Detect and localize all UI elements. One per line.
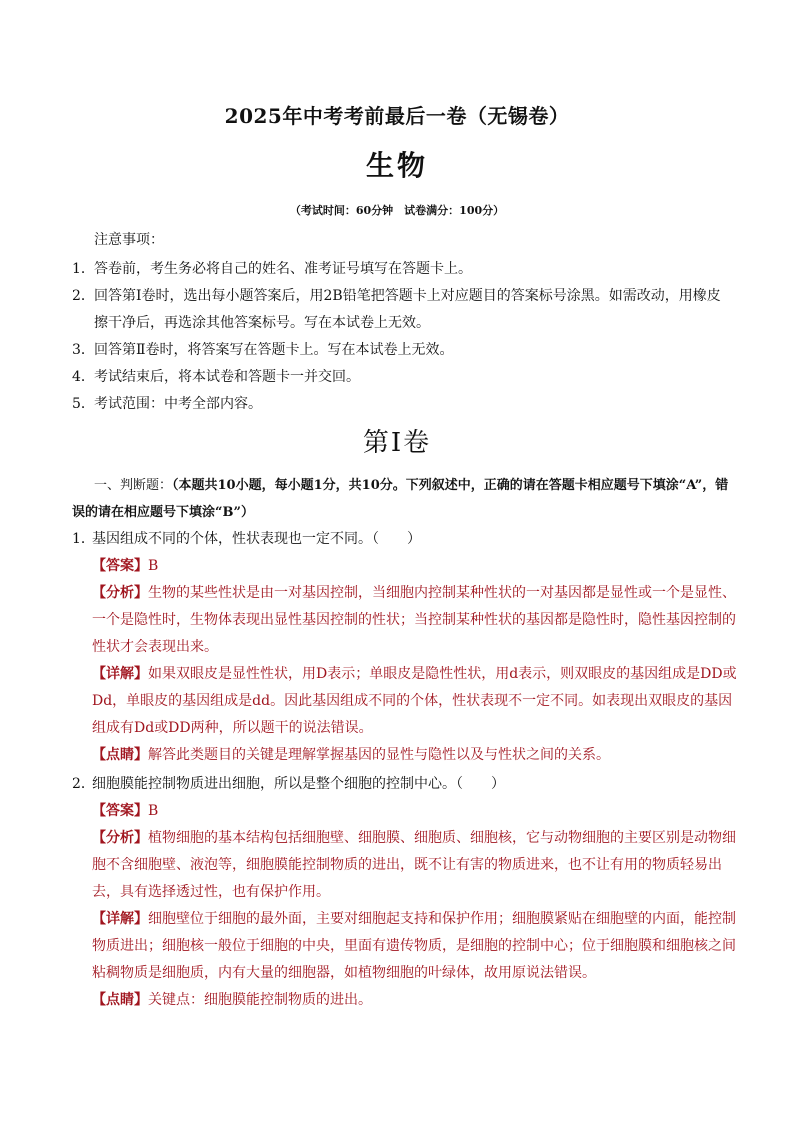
comment-paragraph [72, 742, 742, 769]
notice-item [72, 256, 732, 283]
question-number: 2． [72, 776, 95, 792]
notice-item [72, 364, 732, 391]
answer-line [72, 553, 742, 580]
exam-info: （考试时间：60分钟 试卷满分：100分） [289, 204, 505, 217]
notice-item-text: 答卷前，考生务必将自己的姓名、准考证号填写在答题卡上。 [94, 261, 472, 277]
question-text: 基因组成不同的个体，性状表现也一定不同。（ ） [92, 531, 421, 547]
question-stem [72, 771, 742, 798]
answer-tag: 【答案】 [92, 558, 148, 574]
comment-text: 解答此类题目的关键是理解掌握基因的显性与隐性以及与性状之间的关系。 [148, 747, 610, 763]
notice-item-text: 考试范围：中考全部内容。 [94, 396, 262, 412]
notice-item-number: 2． [72, 288, 95, 304]
notice-item-text: 回答第Ⅱ卷时，将答案写在答题卡上。写在本试卷上无效。 [94, 342, 454, 358]
notice-item-number: 1． [72, 261, 95, 277]
subject-title: 生物 [365, 149, 428, 182]
notice-item-number: 5． [72, 396, 95, 412]
detail-tag: 【详解】 [92, 911, 148, 927]
notice-item-text: 回答第Ⅰ卷时，选出每小题答案后，用2B铅笔把答题卡上对应题目的答案标号涂黑。如需改动，用橡皮擦干净后，再选涂其他答案标号。写在本试卷上无效。 [94, 288, 721, 331]
comment-tag: 【点睛】 [92, 747, 148, 763]
detail-text: 如果双眼皮是显性性状，用D表示；单眼皮是隐性性状，用d表示，则双眼皮的基因组成是DD或Dd，单眼皮的基因组成是dd。因此基因组成不同的个体，性状表现不一定不同。如表现出双眼皮的基因组成有Dd或DD两种，所以题干的说法错误。 [92, 666, 737, 736]
answer-value: B [148, 558, 159, 574]
section-prefix: 一、判断题： [94, 478, 173, 493]
comment-paragraph [72, 987, 742, 1014]
analysis-tag: 【分析】 [92, 585, 148, 601]
detail-text: 细胞壁位于细胞的最外面，主要对细胞起支持和保护作用；细胞膜紧贴在细胞壁的内面，能控制物质进出；细胞核一般位于细胞的中央，里面有遗传物质，是细胞的控制中心；位于细胞膜和细胞核之间粘稠物质是细胞质，内有大量的细胞器，如植物细胞的叶绿体，故用原说法错误。 [92, 911, 736, 981]
comment-tag: 【点睛】 [92, 992, 148, 1008]
detail-paragraph [72, 661, 742, 742]
paper-title: 2025年中考考前最后一卷（无锡卷） [224, 104, 570, 128]
notice-list [72, 256, 732, 418]
answer-tag: 【答案】 [92, 803, 148, 819]
question-1 [72, 526, 742, 769]
analysis-paragraph [72, 580, 742, 661]
comment-text: 关键点：细胞膜能控制物质的进出。 [148, 992, 372, 1008]
notice-item [72, 337, 732, 364]
analysis-text: 植物细胞的基本结构包括细胞壁、细胞膜、细胞质、细胞核，它与动物细胞的主要区别是动物细胞不含细胞壁、液泡等，细胞膜能控制物质的进出，既不让有害的物质进来，也不让有用的物质轻易出去，具有选择透过性，也有保护作用。 [92, 830, 736, 900]
notice-item-number: 4． [72, 369, 95, 385]
answer-line [72, 798, 742, 825]
notice-heading: 注意事项： [94, 232, 164, 248]
notice-item-number: 3． [72, 342, 95, 358]
detail-tag: 【详解】 [92, 666, 148, 682]
question-text: 细胞膜能控制物质进出细胞，所以是整个细胞的控制中心。（ ） [92, 776, 505, 792]
section-heading [72, 472, 732, 526]
question-2 [72, 771, 742, 1014]
section-instructions: （本题共10小题，每小题1分，共10分。下列叙述中，正确的请在答题卡相应题号下填涂“A”，错误的请在相应题号下填涂“B”） [72, 478, 729, 520]
question-number: 1． [72, 531, 95, 547]
notice-item-text: 考试结束后，将本试卷和答题卡一并交回。 [94, 369, 360, 385]
analysis-paragraph [72, 825, 742, 906]
analysis-text: 生物的某些性状是由一对基因控制，当细胞内控制某种性状的一对基因都是显性或一个是显性、一个是隐性时，生物体表现出显性基因控制的性状；当控制某种性状的基因都是隐性时，隐性基因控制的性状才会表现出来。 [92, 585, 736, 655]
notice-item [72, 391, 732, 418]
analysis-tag: 【分析】 [92, 830, 148, 846]
volume-title: 第Ⅰ卷 [362, 428, 432, 458]
answer-value: B [148, 803, 159, 819]
question-stem [72, 526, 742, 553]
detail-paragraph [72, 906, 742, 987]
notice-item [72, 283, 732, 337]
